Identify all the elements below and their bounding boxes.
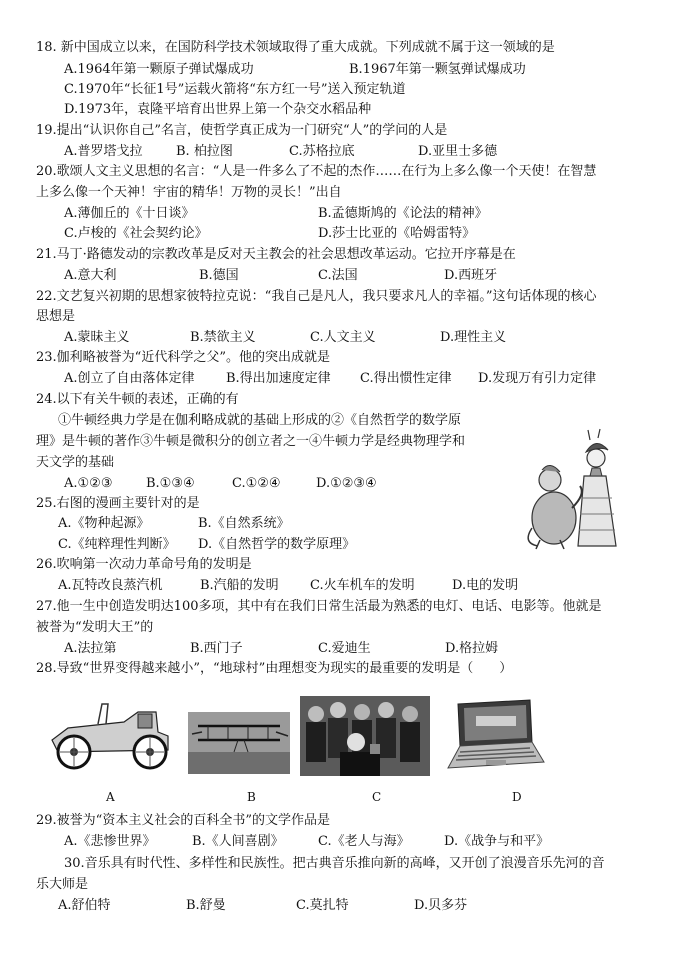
q22-option-a: A.蒙昧主义 bbox=[64, 330, 130, 345]
q21-option-b: B.德国 bbox=[199, 268, 239, 283]
laptop-image bbox=[446, 698, 546, 774]
q22-option-d: D.理性主义 bbox=[440, 330, 507, 345]
q27-option-c: C.爱迪生 bbox=[318, 641, 371, 656]
q23-option-c: C.得出惯性定律 bbox=[360, 371, 452, 386]
q29-option-b: B.《人间喜剧》 bbox=[192, 834, 284, 849]
q20-stem-line1: 20.歌颂人文主义思想的名言：“人是一件多么了不起的杰作……在行为上多么像一个天使！在智慧 bbox=[36, 164, 597, 179]
q22-option-c: C.人文主义 bbox=[310, 330, 376, 345]
q25-option-b: B.《自然系统》 bbox=[198, 516, 290, 531]
q18-option-b: B.1967年第一颗氢弹试爆成功 bbox=[349, 62, 526, 77]
q30-option-d: D.贝多芬 bbox=[414, 898, 468, 913]
q26-option-b: B.汽船的发明 bbox=[200, 578, 279, 593]
q21-option-c: C.法国 bbox=[318, 268, 358, 283]
q26-option-c: C.火车机车的发明 bbox=[310, 578, 415, 593]
q19-option-b: B. 柏拉图 bbox=[176, 144, 233, 159]
q18-option-d: D.1973年，袁隆平培育出世界上第一个杂交水稻品种 bbox=[64, 102, 372, 117]
q20-option-c: C.卢梭的《社会契约论》 bbox=[64, 226, 208, 241]
q25-stem: 25.右图的漫画主要针对的是 bbox=[36, 496, 200, 511]
telephone-demonstration-photo bbox=[300, 696, 430, 776]
q29-stem: 29.被誉为“资本主义社会的百科全书”的文学作品是 bbox=[36, 813, 330, 828]
q24-stem-line4: 天文学的基础 bbox=[36, 455, 115, 470]
q30-option-a: A.舒伯特 bbox=[58, 898, 111, 913]
q21-option-d: D.西班牙 bbox=[444, 268, 498, 283]
q19-stem: 19.提出“认识你自己”名言，使哲学真正成为一门研究“人”的学问的人是 bbox=[36, 123, 448, 138]
q24-option-c: C.①②④ bbox=[232, 476, 281, 491]
q29-option-c: C.《老人与海》 bbox=[318, 834, 410, 849]
q24-stem-line3: 理》是牛顿的著作③牛顿是微积分的创立者之一④牛顿力学是经典物理学和 bbox=[36, 434, 466, 449]
q24-stem-line2: ①牛顿经典力学是在伽利略成就的基础上形成的②《自然哲学的数学原 bbox=[58, 413, 462, 428]
q18-option-a: A.1964年第一颗原子弹试爆成功 bbox=[64, 62, 254, 77]
q20-option-a: A.薄伽丘的《十日谈》 bbox=[64, 206, 195, 221]
antique-car-image bbox=[38, 698, 180, 774]
q20-option-b: B.孟德斯鸠的《论法的精神》 bbox=[318, 206, 488, 221]
q24-option-b: B.①③④ bbox=[146, 476, 195, 491]
q27-option-b: B.西门子 bbox=[190, 641, 243, 656]
q27-stem-line1: 27.他一生中创造发明达100多项，其中有在我们日常生活最为熟悉的电灯、电话、电影等。他就是 bbox=[36, 599, 602, 614]
q20-option-d: D.莎士比亚的《哈姆雷特》 bbox=[318, 226, 476, 241]
q20-stem-line2: 上多么像一个天神！宇宙的精华！万物的灵长！”出自 bbox=[36, 185, 342, 200]
q30-option-b: B.舒曼 bbox=[186, 898, 226, 913]
q28-label-d: D bbox=[512, 790, 522, 804]
q27-stem-line2: 被誉为“发明大王”的 bbox=[36, 620, 154, 635]
q28-label-b: B bbox=[247, 790, 256, 804]
q22-option-b: B.禁欲主义 bbox=[190, 330, 256, 345]
q29-option-a: A.《悲惨世界》 bbox=[64, 834, 156, 849]
q28-label-c: C bbox=[372, 790, 382, 804]
q23-stem: 23.伽利略被誉为“近代科学之父”。他的突出成就是 bbox=[36, 350, 330, 365]
q21-stem: 21.马丁·路德发动的宗教改革是反对天主教会的社会思想改革运动。它拉开序幕是在 bbox=[36, 247, 516, 262]
q30-option-c: C.莫扎特 bbox=[296, 898, 349, 913]
q28-stem: 28.导致“世界变得越来越小”，“地球村”由理想变为现实的最重要的发明是（ ） bbox=[36, 661, 513, 676]
q21-option-a: A.意大利 bbox=[64, 268, 117, 283]
q24-stem-line1: 24.以下有关牛顿的表述，正确的有 bbox=[36, 392, 239, 407]
q22-stem-line2: 思想是 bbox=[36, 309, 76, 324]
q22-stem-line1: 22.文艺复兴初期的思想家彼特拉克说：“我自己是凡人，我只要求凡人的幸福。”这句话体现的核心 bbox=[36, 289, 597, 304]
q19-option-a: A.普罗塔戈拉 bbox=[64, 144, 143, 159]
q26-option-a: A.瓦特改良蒸汽机 bbox=[58, 578, 163, 593]
q27-option-d: D.格拉姆 bbox=[445, 641, 499, 656]
q27-option-a: A.法拉第 bbox=[64, 641, 117, 656]
q25-option-a: A.《物种起源》 bbox=[58, 516, 150, 531]
q24-option-a: A.①②③ bbox=[64, 476, 113, 491]
q23-option-b: B.得出加速度定律 bbox=[226, 371, 331, 386]
q30-stem-line1: 30.音乐具有时代性、多样性和民族性。把古典音乐推向新的高峰，又开创了浪漫音乐先河的音 bbox=[64, 856, 605, 871]
q29-option-d: D.《战争与和平》 bbox=[444, 834, 550, 849]
q25-option-d: D.《自然哲学的数学原理》 bbox=[198, 537, 356, 552]
q28-label-a: A bbox=[106, 790, 115, 804]
q30-stem-line2: 乐大师是 bbox=[36, 877, 89, 892]
q19-option-d: D.亚里士多德 bbox=[418, 144, 498, 159]
q18-stem: 18. 新中国成立以来，在国防科学技术领域取得了重大成就。下列成就不属于这一领域的是 bbox=[36, 40, 555, 55]
q26-stem: 26.吹响第一次动力革命号角的发明是 bbox=[36, 557, 252, 572]
q24-option-d: D.①②③④ bbox=[316, 476, 377, 491]
q25-option-c: C.《纯粹理性判断》 bbox=[58, 537, 176, 552]
q23-option-d: D.发现万有引力定律 bbox=[478, 371, 597, 386]
q23-option-a: A.创立了自由落体定律 bbox=[64, 371, 195, 386]
q19-option-c: C.苏格拉底 bbox=[289, 144, 355, 159]
darwin-cartoon-image bbox=[520, 428, 620, 550]
early-airplane-image bbox=[188, 712, 290, 774]
q18-option-c: C.1970年“长征1号”运载火箭将“东方红一号”送入预定轨道 bbox=[64, 82, 406, 97]
q26-option-d: D.电的发明 bbox=[452, 578, 519, 593]
